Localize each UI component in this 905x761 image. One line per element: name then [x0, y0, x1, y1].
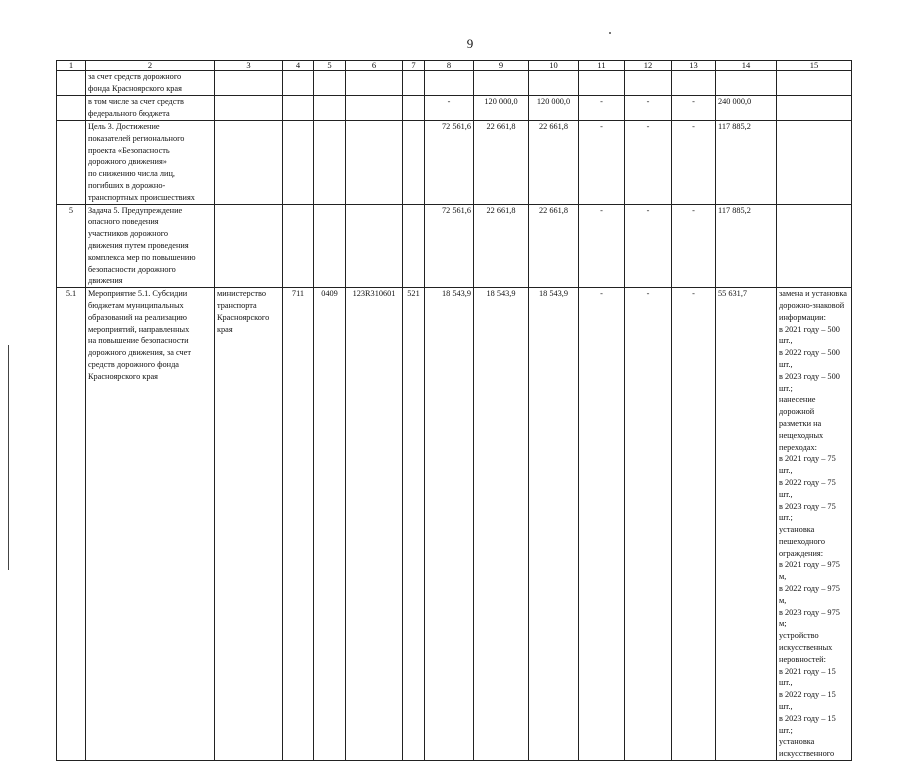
- col-header: 7: [403, 61, 425, 71]
- table-cell: [403, 204, 425, 288]
- table-cell: 22 661,8: [474, 204, 529, 288]
- col-header: 12: [625, 61, 672, 71]
- table-cell: [777, 96, 852, 121]
- table-cell: [403, 121, 425, 205]
- scan-speck: [609, 32, 611, 34]
- table-cell: 72 561,6: [425, 204, 474, 288]
- table-cell: -: [579, 204, 625, 288]
- table-cell: 72 561,6: [425, 121, 474, 205]
- table-cell: [215, 204, 283, 288]
- table-cell: [777, 121, 852, 205]
- table-row: [57, 204, 852, 288]
- table-cell: 22 661,8: [529, 121, 579, 205]
- table-cell: 55 631,7: [716, 288, 777, 761]
- table-cell: [346, 121, 403, 205]
- table-row: [57, 288, 852, 761]
- table-cell: 22 661,8: [529, 204, 579, 288]
- table-cell: Мероприятие 5.1. Субсидии бюджетам муниципальных образований на реализацию мероприятий, направленных на повышение безопасности дорожного движения, за счет средств дорожного фонда Красноярского края: [86, 288, 215, 761]
- col-header: 15: [777, 61, 852, 71]
- table-cell: [777, 71, 852, 96]
- table-cell: [314, 71, 346, 96]
- table-cell: [215, 96, 283, 121]
- table-cell: 22 661,8: [474, 121, 529, 205]
- table-cell: -: [579, 288, 625, 761]
- table-row: [57, 71, 852, 96]
- table-cell: -: [579, 96, 625, 121]
- col-header: 9: [474, 61, 529, 71]
- table-cell: -: [625, 96, 672, 121]
- table-row: [57, 121, 852, 205]
- table-cell: 120 000,0: [474, 96, 529, 121]
- table-cell: [283, 96, 314, 121]
- table-cell: [215, 71, 283, 96]
- page-number: 9: [466, 36, 474, 51]
- table-cell: [777, 204, 852, 288]
- table-cell: [57, 96, 86, 121]
- table-cell: -: [672, 288, 716, 761]
- table-cell: -: [625, 204, 672, 288]
- table-cell: 240 000,0: [716, 96, 777, 121]
- table-cell: 711: [283, 288, 314, 761]
- table-cell: 18 543,9: [425, 288, 474, 761]
- column-number-row: [57, 61, 852, 71]
- table-cell: [314, 96, 346, 121]
- table-cell: [215, 121, 283, 205]
- col-header: 6: [346, 61, 403, 71]
- table-cell: 120 000,0: [529, 96, 579, 121]
- col-header: 3: [215, 61, 283, 71]
- table-cell: -: [625, 288, 672, 761]
- table-cell: [57, 121, 86, 205]
- table-cell: -: [579, 121, 625, 205]
- table-cell: 5: [57, 204, 86, 288]
- table-cell: 18 543,9: [529, 288, 579, 761]
- col-header: 2: [86, 61, 215, 71]
- col-header: 10: [529, 61, 579, 71]
- budget-table: [56, 60, 852, 761]
- table-cell: -: [425, 96, 474, 121]
- table-cell: [346, 96, 403, 121]
- table-cell: министерство транспорта Красноярского края: [215, 288, 283, 761]
- table-cell: -: [672, 96, 716, 121]
- table-cell: в том числе за счет средств федерального бюджета: [86, 96, 215, 121]
- table-cell: [403, 71, 425, 96]
- table-row: [57, 96, 852, 121]
- table-cell: [283, 71, 314, 96]
- col-header: 4: [283, 61, 314, 71]
- col-header: 13: [672, 61, 716, 71]
- table-cell: [346, 71, 403, 96]
- table-cell: Задача 5. Предупреждение опасного поведения участников дорожного движения путем проведения комплекса мер по повышению безопасности дорожного движения: [86, 204, 215, 288]
- scan-edge-line: [8, 345, 9, 570]
- table-cell: -: [672, 204, 716, 288]
- table-cell: [57, 71, 86, 96]
- table-cell: [283, 121, 314, 205]
- table-cell: -: [672, 121, 716, 205]
- table-cell: [579, 71, 625, 96]
- table-cell: [474, 71, 529, 96]
- table-cell: за счет средств дорожного фонда Красноярского края: [86, 71, 215, 96]
- table-cell: замена и установка дорожно-знаковой информации: в 2021 году – 500 шт., в 2022 году – 500 шт., в 2023 году – 500 шт.; нанесение дорожной разметки на нещеходных переходах: в 2021 году – 75 шт., в 2022 году – 75 шт., в 2023 году – 75 шт.; установка пешеходного ограждения: в 2021 году – 975 м, в 2022 году – 975 м, в 2023 году – 975 м; устройство искусственных неровностей: в 2021 году – 15 шт., в 2022 году – 15 шт., в 2023 году – 15 шт.; установка искусственного: [777, 288, 852, 761]
- table-cell: [716, 71, 777, 96]
- table-cell: [283, 204, 314, 288]
- table-cell: [314, 121, 346, 205]
- table-cell: [529, 71, 579, 96]
- table-cell: 18 543,9: [474, 288, 529, 761]
- table-cell: 117 885,2: [716, 121, 777, 205]
- table-cell: [425, 71, 474, 96]
- table-cell: Цель 3. Достижение показателей регионального проекта «Безопасность дорожного движения» по снижению числа лиц, погибших в дорожно- транспортных происшествиях: [86, 121, 215, 205]
- col-header: 5: [314, 61, 346, 71]
- col-header: 1: [57, 61, 86, 71]
- table-cell: [314, 204, 346, 288]
- table-cell: [625, 71, 672, 96]
- table-cell: -: [625, 121, 672, 205]
- table-cell: [403, 96, 425, 121]
- col-header: 14: [716, 61, 777, 71]
- table-cell: 5.1: [57, 288, 86, 761]
- table-cell: [672, 71, 716, 96]
- col-header: 8: [425, 61, 474, 71]
- col-header: 11: [579, 61, 625, 71]
- table-cell: 123R310601: [346, 288, 403, 761]
- table-cell: [346, 204, 403, 288]
- table-cell: 0409: [314, 288, 346, 761]
- table-cell: 117 885,2: [716, 204, 777, 288]
- table-cell: 521: [403, 288, 425, 761]
